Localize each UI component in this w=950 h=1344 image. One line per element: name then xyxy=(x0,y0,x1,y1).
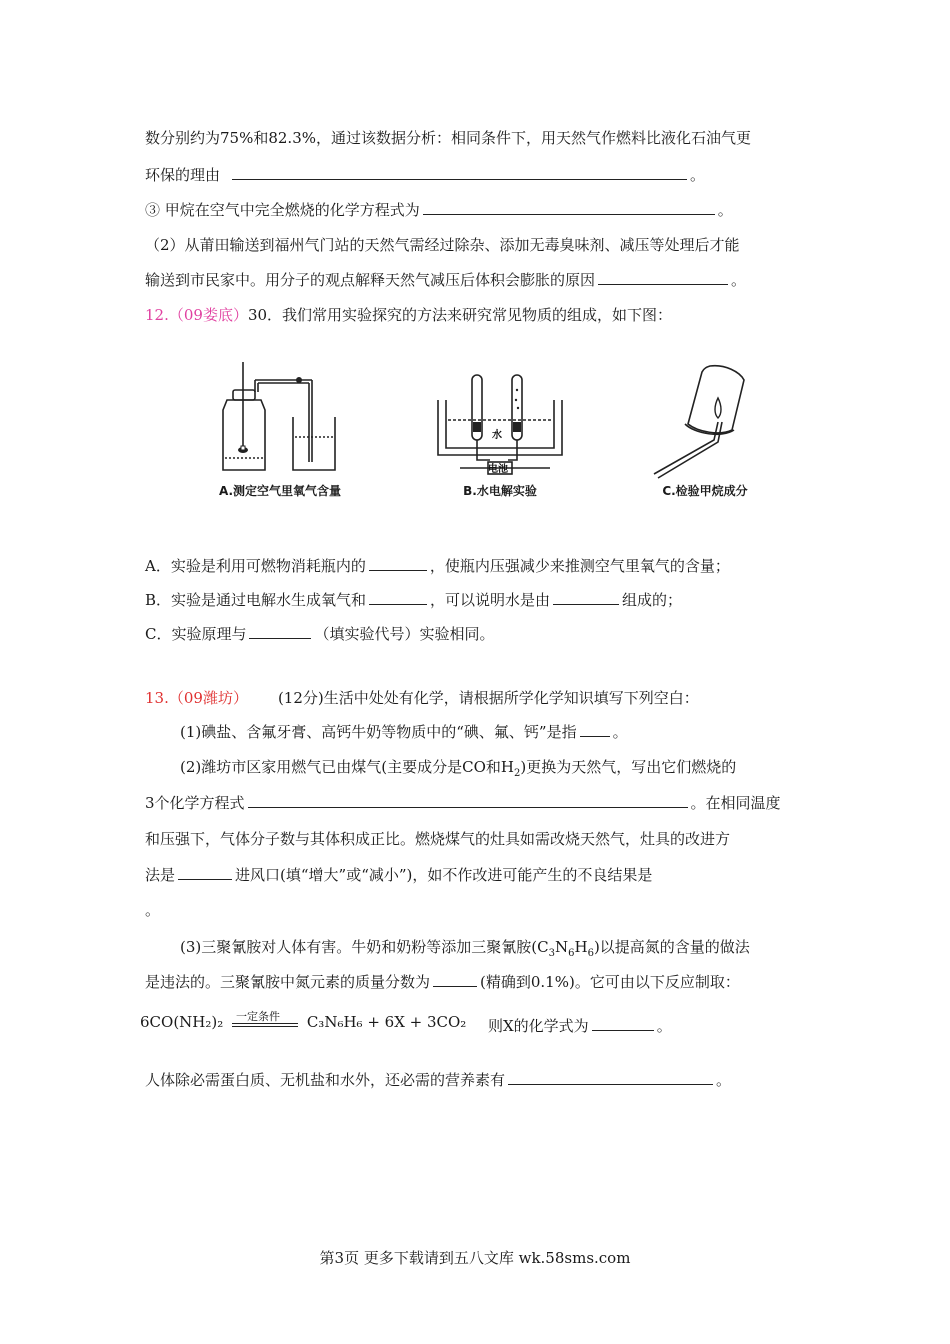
question-number: 13.（09潍坊） xyxy=(145,689,248,707)
answer-blank[interactable] xyxy=(580,722,610,737)
equation-condition: 一定条件 xyxy=(236,1010,281,1023)
answer-blank[interactable] xyxy=(598,270,728,285)
answer-blank[interactable] xyxy=(369,590,427,605)
text-line: 是违法的。三聚氰胺中氮元素的质量分数为 (精确到0.1%)。它可由以下反应制取： xyxy=(145,973,740,991)
question-13-part2: (2)潍坊市区家用燃气已由煤气(主要成分是CO和$H_2$)更换为天然气，写出它们燃烧的 xyxy=(180,758,737,779)
question-12-header: 12.（09娄底）30．我们常用实验探究的方法来研究常见物质的组成，如下图： xyxy=(145,306,673,324)
figure-b-caption: B.水电解实验 xyxy=(463,484,537,498)
text-line: 3个化学方程式 。在相同温度 xyxy=(145,794,781,812)
figure-c-caption: C.检验甲烷成分 xyxy=(662,484,748,498)
answer-blank[interactable] xyxy=(508,1070,713,1085)
battery-label: 电池 xyxy=(488,464,508,475)
text-line: 人体除必需蛋白质、无机盐和水外，还必需的营养素有 。 xyxy=(145,1071,732,1089)
text-line: （2）从莆田输送到福州气门站的天然气需经过除杂、添加无毒臭味剂、减压等处理后才能 xyxy=(145,236,740,254)
answer-blank[interactable] xyxy=(433,972,477,987)
text-line: 则X的化学式为 。 xyxy=(488,1017,672,1035)
figure-c-methane-test xyxy=(640,362,770,482)
question-12-b: B．实验是通过电解水生成氧气和 ，可以说明水是由 组成的； xyxy=(145,591,683,609)
answer-blank[interactable] xyxy=(248,793,688,808)
text-line: 和压强下，气体分子数与其体积成正比。燃烧煤气的灶具如需改烧天然气，灶具的改进方 xyxy=(145,830,731,848)
text-line: 数分别约为75%和82.3%，通过该数据分析：相同条件下，用天然气作燃料比液化石油气更 xyxy=(145,129,751,147)
text-line: 。 xyxy=(145,901,161,919)
page-footer: 第3页 更多下载请到五八文库 wk.58sms.com xyxy=(319,1249,631,1267)
answer-blank[interactable] xyxy=(232,165,687,180)
equation-reactants: 6CO(NH₂)₂ xyxy=(140,1013,224,1031)
figure-b-electrolysis-apparatus xyxy=(430,370,570,480)
answer-blank[interactable] xyxy=(423,200,715,215)
answer-blank[interactable] xyxy=(178,865,232,880)
question-13-part3: (3)三聚氰胺对人体有害。牛奶和奶粉等添加三聚氰胺$(C_3N_6H_6)$以提高氮的含量的做法 xyxy=(180,938,750,959)
question-12-a: A．实验是利用可燃物消耗瓶内的 ，使瓶内压强减少来推测空气里氧气的含量； xyxy=(145,557,730,575)
answer-blank[interactable] xyxy=(553,590,619,605)
answer-blank[interactable] xyxy=(249,624,311,639)
text-line: ③ 甲烷在空气中完全燃烧的化学方程式为 。 xyxy=(145,201,733,219)
question-number: 12.（09娄底） xyxy=(145,306,248,324)
text-line: 法是 进风口(填“增大”或“减小”)，如不作改进可能产生的不良结果是 xyxy=(145,866,653,884)
reaction-equation xyxy=(140,1012,466,1032)
equation-products: C₃N₆H₆ + 6X + 3CO₂ xyxy=(306,1013,467,1031)
question-13-header: 13.（09潍坊） (12分)生活中处处有化学，请根据所学化学知识填写下列空白： xyxy=(145,689,699,707)
question-13-part1: (1)碘盐、含氟牙膏、高钙牛奶等物质中的“碘、氟、钙”是指 。 xyxy=(180,723,628,741)
water-label: 水 xyxy=(492,430,502,441)
figure-a-oxygen-apparatus xyxy=(215,362,345,482)
figure-a-caption: A.测定空气里氧气含量 xyxy=(218,484,342,498)
question-12-c: C．实验原理与 （填实验代号）实验相同。 xyxy=(145,625,495,643)
text-line: 环保的理由 。 xyxy=(145,166,706,184)
answer-blank[interactable] xyxy=(369,556,427,571)
answer-blank[interactable] xyxy=(592,1016,654,1031)
text-line: 输送到市民家中。用分子的观点解释天然气减压后体积会膨胀的原因 。 xyxy=(145,271,747,289)
